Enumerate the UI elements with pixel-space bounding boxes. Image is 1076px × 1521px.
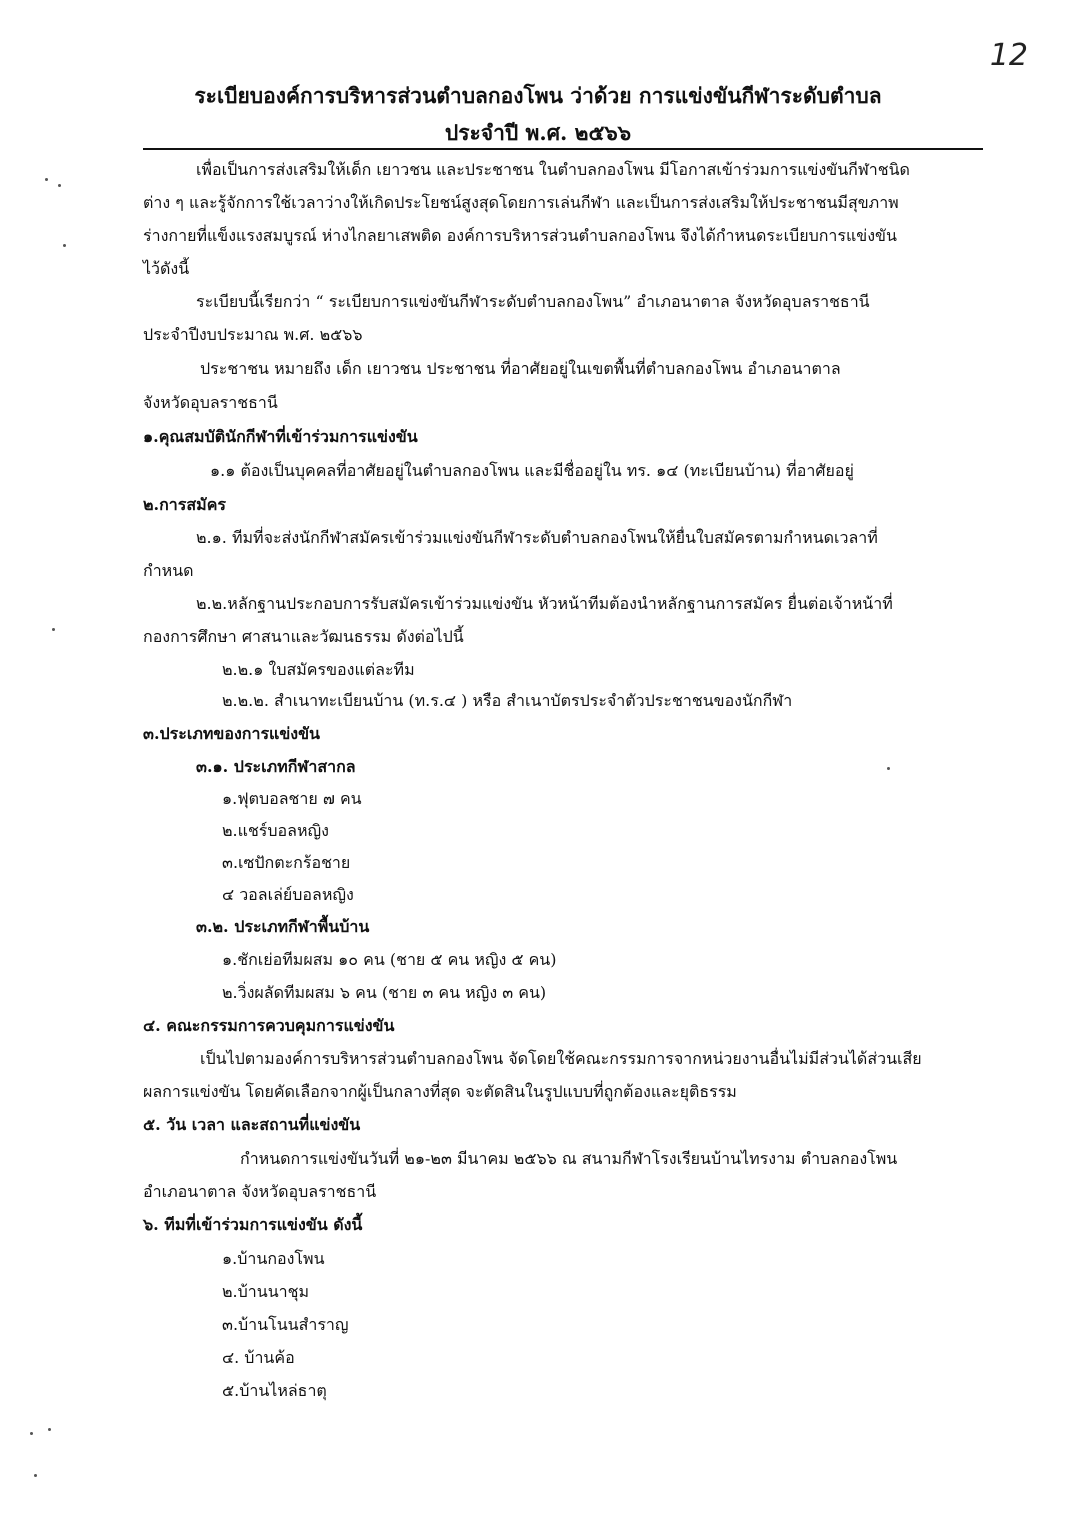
section-5-line-1: กำหนดการแข่งขันวันที่ ๒๑-๒๓ มีนาคม ๒๕๖๖ ณ สนามกีฬาโรงเรียนบ้านไทรงาม ตำบลกองโพน (240, 1149, 898, 1168)
section-4-line-1: เป็นไปตามองค์การบริหารส่วนตำบลกองโพน จัดโดยใช้คณะกรรมการจากหน่วยงานอื่นไม่มีส่วนได้ส่วนเสีย (200, 1049, 922, 1068)
team-list-item: ๑.บ้านกองโพน (222, 1249, 325, 1268)
section-3-sub-1-item: ๓.เซปักตะกร้อชาย (222, 853, 351, 872)
section-6-heading: ๖. ทีมที่เข้าร่วมการแข่งขัน ดังนี้ (143, 1215, 363, 1234)
section-3-sub-2-item: ๒.วิ่งผลัดทีมผสม ๖ คน (ชาย ๓ คน หญิง ๓ คน) (222, 983, 547, 1002)
intro-line-1: เพื่อเป็นการส่งเสริมให้เด็ก เยาวชน และประชาชน ในตำบลกองโพน มีโอกาสเข้าร่วมการแข่งขันกีฬาชนิด (196, 160, 910, 179)
team-list-item: ๓.บ้านโนนสำราญ (222, 1315, 349, 1334)
scan-speck (58, 184, 61, 187)
section-3-sub-1-item: ๔ วอลเล่ย์บอลหญิง (222, 885, 354, 904)
section-4-heading: ๔. คณะกรรมการควบคุมการแข่งขัน (143, 1016, 395, 1035)
title-divider (143, 148, 983, 150)
section-3-heading: ๓.ประเภทของการแข่งขัน (143, 724, 320, 743)
section-2-item-2-2: ๒.๒.๒. สำเนาทะเบียนบ้าน (ท.ร.๔ ) หรือ สำเนาบัตรประจำตัวประชาชนของนักกีฬา (222, 691, 793, 710)
scan-speck (48, 1428, 51, 1431)
section-5-line-2: อำเภอนาตาล จังหวัดอุบลราชธานี (143, 1182, 377, 1201)
section-3-sub-1-item: ๒.แชร์บอลหญิง (222, 821, 329, 840)
page-number: 12 (989, 38, 1028, 73)
scan-speck (34, 1474, 37, 1477)
section-2-item-2-line-2: กองการศึกษา ศาสนาและวัฒนธรรม ดังต่อไปนี้ (143, 627, 464, 646)
section-2-item-1-line-1: ๒.๑. ทีมที่จะส่งนักกีฬาสมัครเข้าร่วมแข่งขันกีฬาระดับตำบลกองโพนให้ยื่นใบสมัครตามกำหนดเวลาที่ (196, 528, 878, 547)
section-1-item-1: ๑.๑ ต้องเป็นบุคคลที่อาศัยอยู่ในตำบลกองโพน และมีชื่ออยู่ใน ทร. ๑๔ (ทะเบียนบ้าน) ที่อาศัยอยู่ (210, 461, 854, 480)
section-3-sub-2-item: ๑.ชักเย่อทีมผสม ๑๐ คน (ชาย ๕ คน หญิง ๕ คน) (222, 950, 557, 969)
section-2-heading: ๒.การสมัคร (143, 495, 226, 514)
regulation-name-line-1: ระเบียบนี้เรียกว่า “ ระเบียบการแข่งขันกีฬาระดับตำบลกองโพน” อำเภอนาตาล จังหวัดอุบลราชธานี (196, 292, 870, 311)
section-3-sub-1-item: ๑.ฟุตบอลชาย ๗ คน (222, 789, 362, 808)
section-1-heading: ๑.คุณสมบัตินักกีฬาที่เข้าร่วมการแข่งขัน (143, 427, 418, 446)
team-list-item: ๕.บ้านไหล่ธาตุ (222, 1381, 327, 1400)
section-5-heading: ๕. วัน เวลา และสถานที่แข่งขัน (143, 1115, 361, 1134)
scan-speck (63, 244, 66, 247)
section-2-item-2-1: ๒.๒.๑ ใบสมัครของแต่ละทีม (222, 660, 415, 679)
scan-speck (887, 767, 890, 770)
section-3-sub-1: ๓.๑. ประเภทกีฬาสากล (196, 757, 356, 776)
section-3-sub-2: ๓.๒. ประเภทกีฬาพื้นบ้าน (196, 917, 370, 936)
document-title-line1: ระเบียบองค์การบริหารส่วนตำบลกองโพน ว่าด้วย การแข่งขันกีฬาระดับตำบล (194, 83, 882, 108)
definition-line-1: ประชาชน หมายถึง เด็ก เยาวชน ประชาชน ที่อาศัยอยู่ในเขตพื้นที่ตำบลกองโพน อำเภอนาตาล (200, 359, 841, 378)
scan-speck (45, 178, 48, 181)
intro-line-2: ต่าง ๆ และรู้จักการใช้เวลาว่างให้เกิดประโยชน์สูงสุดโดยการเล่นกีฬา และเป็นการส่งเสริมให้ประชาชนมีสุขภาพ (143, 193, 899, 212)
section-2-item-2-line-1: ๒.๒.หลักฐานประกอบการรับสมัครเข้าร่วมแข่งขัน หัวหน้าทีมต้องนำหลักฐานการสมัคร ยื่นต่อเจ้าหน้าที่ (196, 594, 893, 613)
document-title-line2: ประจำปี พ.ศ. ๒๕๖๖ (444, 120, 632, 145)
team-list-item: ๔. บ้านค้อ (222, 1348, 295, 1367)
intro-line-3: ร่างกายที่แข็งแรงสมบูรณ์ ห่างไกลยาเสพติด องค์การบริหารส่วนตำบลกองโพน จึงได้กำหนดระเบียบการแข่งขัน (143, 226, 897, 245)
regulation-name-line-2: ประจำปีงบประมาณ พ.ศ. ๒๕๖๖ (143, 325, 363, 344)
definition-line-2: จังหวัดอุบลราชธานี (143, 393, 278, 412)
intro-line-4: ไว้ดังนี้ (143, 259, 190, 278)
team-list-item: ๒.บ้านนาชุม (222, 1282, 310, 1301)
scan-speck (52, 628, 55, 631)
section-4-line-2: ผลการแข่งขัน โดยคัดเลือกจากผู้เป็นกลางที่สุด จะตัดสินในรูปแบบที่ถูกต้องและยุติธรรม (143, 1082, 737, 1101)
scan-speck (30, 1432, 33, 1435)
section-2-item-1-line-2: กำหนด (143, 561, 194, 580)
